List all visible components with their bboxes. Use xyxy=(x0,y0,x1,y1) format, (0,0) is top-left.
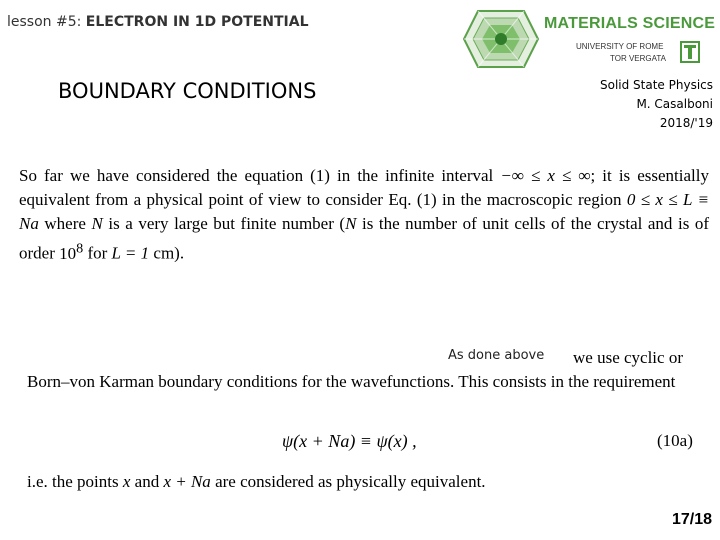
math-N: N xyxy=(345,214,357,233)
text-run: ; it is essentially equivalent from a physical point of view to consider Eq. (1) in the macroscopic region xyxy=(19,166,709,209)
hexagon-logo-icon xyxy=(462,8,540,70)
logo-title: MATERIALS SCIENCE xyxy=(544,15,716,32)
equation-number: (10a) xyxy=(657,431,693,450)
math-base: 10 xyxy=(59,243,77,263)
slide-heading: BOUNDARY CONDITIONS xyxy=(58,79,317,103)
text-run: and xyxy=(130,472,164,491)
logo-university-campus: TOR VERGATA xyxy=(610,54,667,63)
text-run: are considered as physically equivalent. xyxy=(210,472,486,491)
course-info xyxy=(543,76,713,133)
text-run: cm). xyxy=(149,243,185,263)
course-year: 2018/'19 xyxy=(659,116,713,130)
paragraph-born-von-karman: Born–von Karman boundary conditions for the wavefunctions. This consists in the requirement xyxy=(27,372,676,391)
paragraph-equivalence xyxy=(27,472,486,492)
math-order xyxy=(59,240,84,263)
annotation-note: As done above xyxy=(448,348,545,363)
logo-university: UNIVERSITY OF ROME xyxy=(576,42,664,51)
lesson-title xyxy=(7,14,308,30)
math-N: N xyxy=(91,214,103,233)
page-number: 17/18 xyxy=(671,511,712,528)
lesson-prefix: lesson #5: xyxy=(7,14,86,30)
math-interval: −∞ ≤ x ≤ ∞ xyxy=(500,166,591,185)
text-run: is a very large but finite number ( xyxy=(102,214,346,233)
math-length: L = 1 xyxy=(111,243,150,263)
lesson-name: ELECTRON IN 1D POTENTIAL xyxy=(85,14,309,30)
text-run: i.e. the points xyxy=(27,472,123,491)
tor-vergata-emblem-icon xyxy=(680,41,700,63)
math-exponent: 8 xyxy=(76,240,84,256)
math-x-plus-Na: x + Na xyxy=(163,472,211,491)
math-region: 0 ≤ x ≤ L ≡ Na xyxy=(19,190,709,233)
text-run: for xyxy=(83,243,112,263)
math-x: x xyxy=(122,472,131,491)
text-run: is the number of unit cells of the crystal and is of order xyxy=(19,214,710,263)
course-author: M. Casalboni xyxy=(636,97,713,111)
materials-science-logo xyxy=(462,8,716,70)
paragraph-cyclic-lead: we use cyclic or xyxy=(573,348,683,367)
text-run: where xyxy=(38,214,92,233)
course-name: Solid State Physics xyxy=(599,78,713,92)
equation-10a: ψ(x + Na) ≡ ψ(x) , xyxy=(282,431,417,451)
paragraph-infinite-interval xyxy=(19,164,709,266)
text-run: So far we have considered the equation (1) in the infinite interval xyxy=(19,166,501,185)
